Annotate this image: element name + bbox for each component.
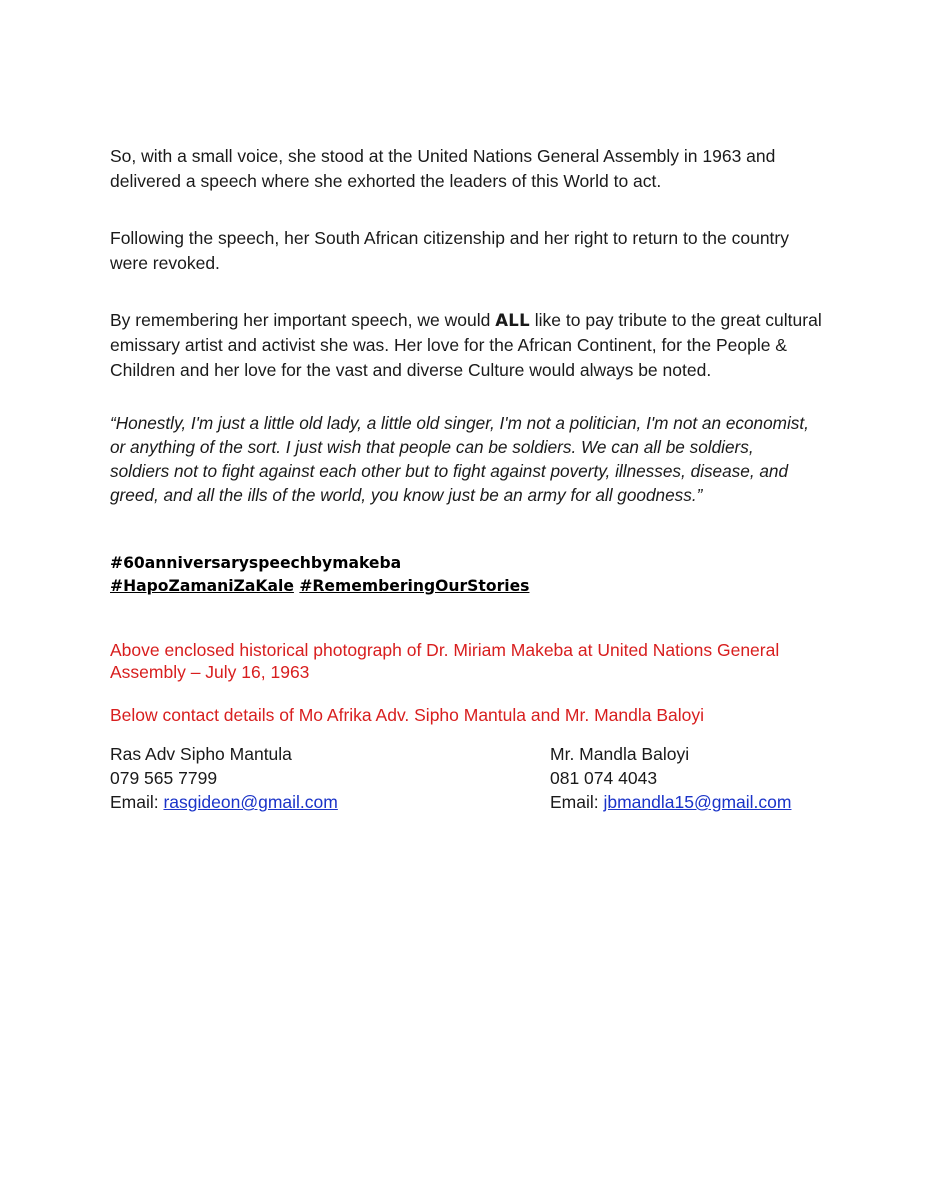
contact-name: Ras Adv Sipho Mantula	[110, 744, 292, 764]
hashtag-remembering-our-stories[interactable]: #RememberingOurStories	[299, 577, 530, 595]
contact-card-baloyi	[550, 742, 791, 814]
makeba-quote: “Honestly, I'm just a little old lady, a little old singer, I'm not a politician, I'm not an economist, or anything of the sort. I just wish that people can be soldiers. We can all be soldiers, soldiers not to fight against each other but to fight against poverty, illnesses, disease, and greed, and all the ills of the world, you know just be an army for all goodness.”	[110, 413, 809, 505]
hashtags	[110, 552, 830, 598]
contact-email-line	[550, 790, 791, 814]
email-label: Email:	[110, 792, 164, 812]
hashtag-hapo-zamani[interactable]: #HapoZamaniZaKale	[110, 577, 294, 595]
photo-note: Above enclosed historical photograph of Dr. Miriam Makeba at United Nations General Assembly – July 16, 1963	[110, 640, 780, 682]
tribute-text-end: like to pay tribute to the great cultural emissary artist and activist she was. Her love for the African Continent, for the People & Children and her love for the vast and diverse Culture would always be noted.	[110, 310, 822, 380]
paragraph-tribute	[110, 308, 830, 383]
email-link[interactable]: rasgideon@gmail.com	[163, 792, 338, 812]
paragraph-speech-intro: So, with a small voice, she stood at the United Nations General Assembly in 1963 and delivered a speech where she exhorted the leaders of this World to act.	[110, 146, 776, 191]
contact-note: Below contact details of Mo Afrika Adv. Sipho Mantula and Mr. Mandla Baloyi	[110, 705, 705, 725]
hashtag-60-anniversary: #60anniversaryspeechbymakeba	[110, 554, 402, 572]
tribute-text-start: By remembering her important speech, we would	[110, 310, 496, 330]
contact-phone: 081 074 4043	[550, 768, 658, 788]
email-label: Email:	[550, 792, 604, 812]
contact-email-line	[110, 790, 338, 814]
hashtag-line-2	[110, 575, 830, 598]
tribute-emphasis-all: ALL	[495, 311, 530, 330]
paragraph-citizenship-revoked: Following the speech, her South African citizenship and her right to return to the country were revoked.	[110, 228, 789, 273]
contact-phone: 079 565 7799	[110, 768, 218, 788]
contact-card-mantula	[110, 742, 338, 814]
contact-name: Mr. Mandla Baloyi	[550, 744, 690, 764]
email-link[interactable]: jbmandla15@gmail.com	[603, 792, 792, 812]
